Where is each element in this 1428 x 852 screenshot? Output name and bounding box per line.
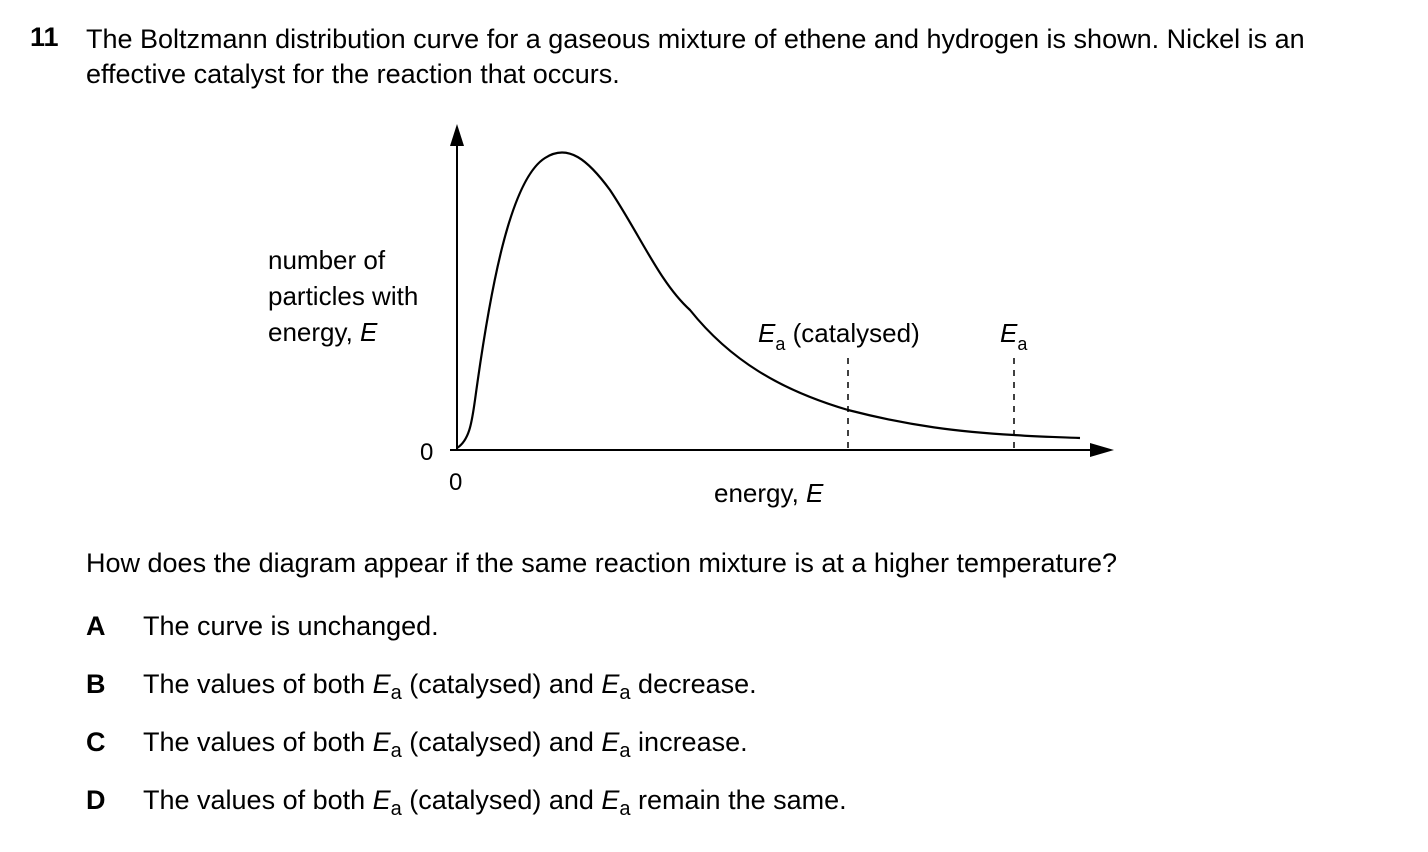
question-number: 11 bbox=[30, 22, 59, 52]
option-var: E bbox=[601, 727, 620, 757]
option-text bbox=[143, 785, 847, 820]
y-label-line3-prefix: energy, bbox=[268, 317, 361, 347]
option-var: E bbox=[372, 669, 391, 699]
option-pre: The values of both bbox=[143, 785, 373, 815]
option-mid: (catalysed) and bbox=[401, 785, 602, 815]
option-var: E bbox=[372, 727, 391, 757]
option-letter: D bbox=[86, 785, 106, 815]
option-var: E bbox=[372, 785, 391, 815]
origin-x-label: 0 bbox=[449, 469, 463, 496]
option-sub: a bbox=[619, 682, 631, 704]
ea-catalysed-label bbox=[758, 318, 920, 354]
ea-catalysed-suffix: (catalysed) bbox=[785, 318, 920, 348]
x-axis-arrowhead bbox=[1090, 443, 1114, 457]
option-letter: A bbox=[86, 611, 106, 641]
option-post: increase. bbox=[630, 727, 748, 757]
x-label bbox=[714, 478, 824, 508]
distribution-curve bbox=[457, 152, 1080, 448]
ea-catalysed-sub: a bbox=[775, 334, 786, 354]
option-sub: a bbox=[390, 798, 402, 820]
option-text bbox=[143, 669, 757, 704]
option-var: E bbox=[601, 785, 620, 815]
option-pre: The values of both bbox=[143, 727, 373, 757]
y-label-var: E bbox=[360, 317, 378, 347]
y-label-line3 bbox=[268, 317, 378, 347]
option-var: E bbox=[601, 669, 620, 699]
ea-sub: a bbox=[1017, 334, 1028, 354]
option-sub: a bbox=[619, 798, 631, 820]
option-sub: a bbox=[619, 740, 631, 762]
question-prompt: How does the diagram appear if the same reaction mixture is at a higher temperature? bbox=[86, 548, 1118, 578]
ea-catalysed-var: E bbox=[758, 318, 776, 348]
option-sub: a bbox=[390, 682, 402, 704]
option-pre: The values of both bbox=[143, 669, 373, 699]
option-letter: B bbox=[86, 669, 106, 699]
y-axis-arrowhead bbox=[450, 124, 464, 146]
option-sub: a bbox=[390, 740, 402, 762]
option-letter: C bbox=[86, 727, 106, 757]
option-mid: (catalysed) and bbox=[401, 669, 602, 699]
option-text: The curve is unchanged. bbox=[143, 611, 439, 641]
question-stem: The Boltzmann distribution curve for a gaseous mixture of ethene and hydrogen is shown. Nickel is an effective catalyst for the reaction that occurs. bbox=[86, 24, 1305, 89]
ea-label bbox=[1000, 318, 1028, 354]
option-post: decrease. bbox=[630, 669, 757, 699]
ea-var: E bbox=[1000, 318, 1018, 348]
x-label-prefix: energy, bbox=[714, 478, 807, 508]
option-text bbox=[143, 727, 748, 762]
option-mid: (catalysed) and bbox=[401, 727, 602, 757]
y-label-line2: particles with bbox=[268, 281, 419, 311]
x-label-var: E bbox=[806, 478, 824, 508]
origin-y-label: 0 bbox=[420, 439, 434, 466]
y-label-line1: number of bbox=[268, 245, 386, 275]
option-post: remain the same. bbox=[630, 785, 847, 815]
